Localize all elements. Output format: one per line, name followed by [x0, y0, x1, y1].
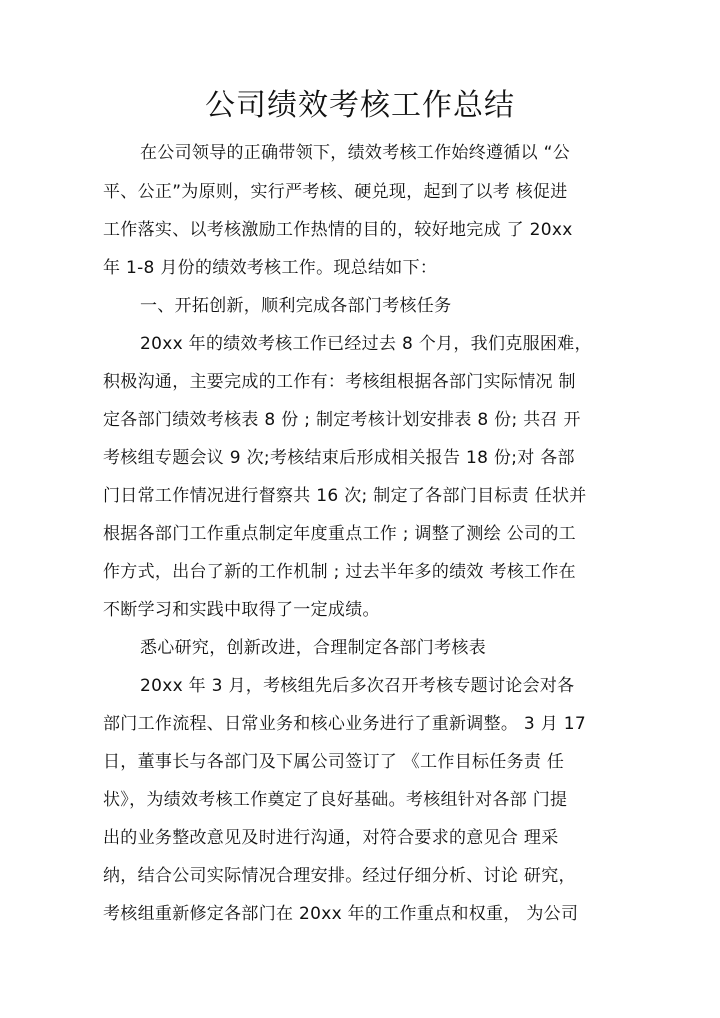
text-line-15: 20xx 年 3 月，考核组先后多次召开考核专题讨论会对各: [140, 676, 575, 696]
text-line-4: 年 1-8 月份的绩效考核工作。现总结如下：: [103, 258, 438, 278]
text-line-3: 工作落实、以考核激励工作热情的目的，较好地完成 了 20xx: [103, 220, 573, 240]
text-line-12: 作方式，出台了新的工作机制 ; 过去半年多的绩效 考核工作在: [103, 562, 576, 582]
text-line-10: 门日常工作情况进行督察共 16 次; 制定了各部门目标责 任状并: [103, 486, 587, 506]
text-line-21: 考核组重新修定各部门在 20xx 年的工作重点和权重， 为公司: [103, 904, 579, 924]
text-line-9: 考核组专题会议 9 次;考核结束后形成相关报告 18 份;对 各部: [103, 448, 575, 468]
text-line-17: 日，董事长与各部门及下属公司签订了 《工作目标任务责 任: [103, 752, 565, 772]
text-line-1: 在公司领导的正确带领下，绩效考核工作始终遵循以 “公: [140, 143, 571, 163]
text-line-8: 定各部门绩效考核表 8 份 ; 制定考核计划安排表 8 份; 共召 开: [103, 410, 581, 430]
section-heading-2: 悉心研究，创新改进，合理制定各部门考核表: [140, 638, 486, 658]
text-line-19: 出的业务整改意见及时进行沟通，对符合要求的意见合 理采: [103, 828, 559, 848]
text-line-6: 20xx 年的绩效考核工作已经过去 8 个月，我们克服困难，: [140, 334, 592, 354]
text-line-20: 纳，结合公司实际情况合理安排。经过仔细分析、讨论 研究，: [103, 866, 576, 886]
text-line-18: 状》，为绩效考核工作奠定了良好基础。考核组针对各部 门提: [103, 790, 568, 810]
document-title: 公司绩效考核工作总结: [205, 88, 515, 123]
text-line-16: 部门工作流程、日常业务和核心业务进行了重新调整。 3 月 17: [103, 714, 586, 734]
text-line-2: 平、公正”为原则，实行严考核、硬兑现，起到了以考 核促进: [103, 182, 568, 202]
text-line-11: 根据各部门工作重点制定年度重点工作 ; 调整了测绘 公司的工: [103, 524, 576, 544]
text-line-7: 积极沟通，主要完成的工作有：考核组根据各部门实际情况 制: [103, 372, 576, 392]
section-heading-1: 一、开拓创新，顺利完成各部门考核任务: [140, 296, 452, 316]
text-line-13: 不断学习和实践中取得了一定成绩。: [103, 600, 380, 620]
